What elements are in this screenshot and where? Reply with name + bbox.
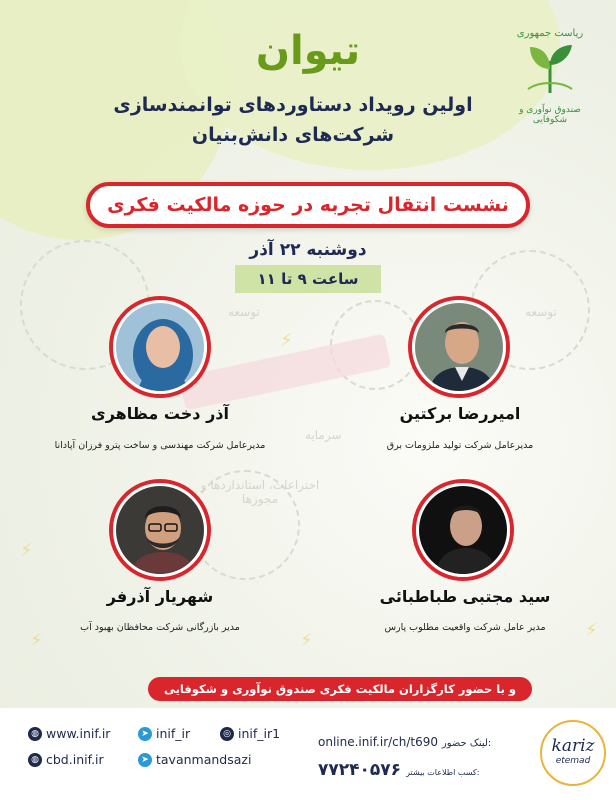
bolt-icon: ⚡	[30, 630, 43, 651]
speaker-avatar	[416, 483, 510, 577]
speaker-name: شهریار آذرفر	[106, 587, 214, 606]
instagram-icon: ◎	[220, 727, 234, 741]
subtitle-line: شرکت‌های دانش‌بنیان	[191, 124, 395, 146]
speaker-role: مدیر عامل شرکت واقعیت مطلوب پارس	[384, 622, 546, 633]
event-subtitle	[90, 90, 496, 150]
bolt-icon: ⚡	[20, 540, 33, 561]
bolt-icon: ⚡	[585, 620, 598, 641]
brand-sub: etemad	[555, 756, 591, 766]
telegram-link[interactable]	[138, 726, 190, 741]
info-line	[318, 760, 479, 780]
event-title: تیوان	[255, 28, 361, 74]
speaker-role: مدیر بازرگانی شرکت محافظان بهبود آب	[80, 622, 240, 633]
bg-text: اختراعات، استانداردها و مجوزها	[200, 478, 320, 506]
subtitle-line: اولین رویداد دستاوردهای توانمندسازی	[113, 94, 473, 116]
kariz-logo	[540, 720, 606, 786]
cbd-link[interactable]	[28, 752, 104, 767]
speaker-avatar	[412, 300, 506, 394]
session-title-banner: نشست انتقال تجربه در حوزه مالکیت فکری	[86, 182, 530, 228]
cbd-text: cbd.inif.ir	[46, 752, 104, 767]
telegram2-link[interactable]	[138, 752, 251, 767]
bg-text: توسعه	[525, 305, 557, 319]
phone-number: ۷۷۲۴۰۵۷۶	[318, 760, 402, 780]
attendance-banner: و با حضور کارگزاران مالکیت فکری صندوق نوآوری و شکوفایی	[148, 677, 532, 701]
speaker-avatar	[113, 483, 207, 577]
website-link[interactable]	[28, 726, 110, 741]
bg-text: توسعه	[228, 305, 260, 319]
session-time: ساعت ۹ تا ۱۱	[235, 265, 381, 293]
speaker-name: امیررضا برکتین	[399, 404, 521, 423]
attendance-link[interactable]	[318, 735, 491, 749]
speaker-role: مدیرعامل شرکت تولید ملزومات برق	[386, 440, 534, 451]
instagram-link[interactable]	[220, 726, 280, 741]
speaker-name: سید مجتبی طباطبائی	[379, 587, 551, 606]
telegram2-text: tavanmandsazi	[156, 752, 252, 767]
telegram-icon: ➤	[138, 753, 152, 767]
logo-bottom-text: صندوق نوآوری و شکوفایی	[519, 105, 581, 125]
link-label: لینک حضور:	[441, 738, 492, 749]
link-url: online.inif.ir/ch/t690	[318, 735, 439, 749]
logo-top-text: ریاست جمهوری	[516, 28, 584, 39]
speaker-role: مدیرعامل شرکت مهندسی و ساخت پترو فرزان آپادانا	[54, 440, 266, 451]
website-text: www.inif.ir	[46, 726, 111, 741]
instagram-text: inif_ir1	[238, 726, 281, 741]
info-label: کسب اطلاعات بیشتر:	[406, 768, 480, 777]
globe-icon: ◍	[28, 727, 42, 741]
session-date: دوشنبه ۲۲ آذر	[249, 240, 367, 260]
speaker-avatar	[113, 300, 207, 394]
speaker-name: آذر دخت مظاهری	[91, 404, 229, 423]
telegram-icon: ➤	[138, 727, 152, 741]
brand-main: kariz	[551, 736, 595, 756]
bolt-icon: ⚡	[280, 330, 293, 351]
bg-text: سرمایه	[305, 428, 342, 442]
globe-icon: ◍	[28, 753, 42, 767]
telegram-text: inif_ir	[156, 726, 191, 741]
bolt-icon: ⚡	[300, 630, 313, 651]
